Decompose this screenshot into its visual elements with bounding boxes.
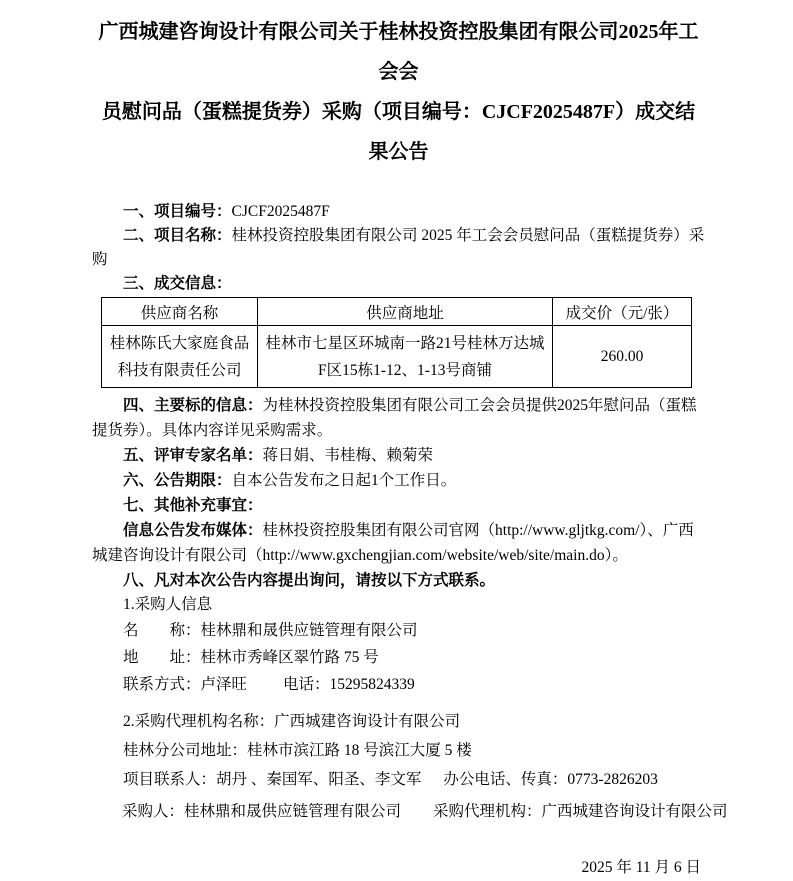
- table-header-supplier-address: 供应商地址: [258, 298, 553, 326]
- table-row: [102, 326, 692, 388]
- cell-supplier-address: 桂林市七星区环城南一路21号桂林万达城F区15栋1-12、1-13号商铺: [258, 326, 553, 388]
- item-inquiry-contact: [92, 568, 705, 593]
- item-subject-info-value: 为桂林投资控股集团有限公司工会会员提供2025年慰问品（蛋糕提货券）。具体内容详见采购需求。: [92, 397, 697, 439]
- agency-branch-value: 桂林市滨江路 18 号滨江大厦 5 楼: [247, 742, 472, 759]
- table-header-price: 成交价（元/张）: [553, 298, 692, 326]
- item-project-name-label: 二、项目名称：: [123, 227, 232, 244]
- document-title-line1: 广西城建咨询设计有限公司关于桂林投资控股集团有限公司2025年工会会: [98, 21, 699, 83]
- item-experts-label: 五、评审专家名单：: [123, 447, 263, 464]
- item-experts: [92, 443, 705, 468]
- agency-contacts-label: 项目联系人：: [123, 771, 217, 788]
- agency-info-block: [92, 707, 705, 794]
- item-other-matters: [92, 493, 705, 518]
- buyer-phone-label: 电话：: [283, 676, 330, 693]
- agency-branch-label: 桂林分公司地址：: [123, 742, 248, 759]
- buyer-address-value: 桂林市秀峰区翠竹路 75 号: [200, 649, 379, 666]
- item-inquiry-contact-label: 八、凡对本次公告内容提出询问，请按以下方式联系。: [123, 572, 496, 589]
- item-notice-period: [92, 468, 705, 493]
- supplier-table: [101, 297, 692, 388]
- item-project-number-value: CJCF2025487F: [231, 203, 330, 220]
- agency-office-label: 办公电话、传真：: [443, 771, 568, 788]
- document-title-line2: 员慰问品（蛋糕提货券）采购（项目编号：CJCF2025487F）成交结果公告: [101, 101, 696, 163]
- item-experts-value: 蒋日娟、韦桂梅、赖菊荣: [262, 447, 434, 464]
- document-title: [92, 0, 705, 172]
- agency-heading-value: 广西城建咨询设计有限公司: [274, 713, 461, 730]
- item-project-number: [92, 200, 705, 224]
- item-deal-info: [92, 272, 705, 296]
- document-date: 2025 年 11 月 6 日: [581, 859, 701, 876]
- buyer-contact-line: [92, 671, 705, 698]
- buyer-info-block: [92, 593, 705, 698]
- footer-buyer: [122, 799, 401, 821]
- agency-heading-label: 2.采购代理机构名称：: [123, 713, 275, 730]
- cell-supplier-name: 桂林陈氏大家庭食品科技有限责任公司: [102, 326, 258, 388]
- footer-agency-value: 广西城建咨询设计有限公司: [541, 803, 728, 820]
- buyer-contact-label: 联系方式：: [123, 676, 201, 693]
- agency-office-value: 0773-2826203: [567, 771, 658, 788]
- detail-paragraphs: [92, 393, 705, 593]
- footer-agency: [433, 799, 728, 821]
- agency-contacts-value: 胡丹 、秦国军、阳圣、李文军: [216, 771, 422, 788]
- item-project-name: [92, 224, 705, 272]
- buyer-address-label: 地 址：: [123, 649, 201, 666]
- buyer-name-line: [92, 617, 705, 644]
- item-project-name-value: 桂林投资控股集团有限公司 2025 年工会会员慰问品（蛋糕提货券）采购: [92, 227, 705, 268]
- agency-contacts-line: [92, 765, 705, 794]
- item-deal-info-label: 三、成交信息：: [123, 275, 232, 292]
- item-notice-period-value: 自本公告发布之日起1个工作日。: [231, 472, 457, 489]
- item-publish-media-value: 桂林投资控股集团有限公司官网（http://www.gljtkg.com/）、广西城建咨询设计有限公司（http://www.gxchengjian.com/website/web/site/main.do）。: [92, 522, 694, 564]
- item-subject-info-label: 四、主要标的信息：: [123, 397, 263, 414]
- item-project-number-label: 一、项目编号：: [123, 203, 232, 220]
- footer-agency-label: 采购代理机构：: [433, 803, 542, 820]
- cell-price: 260.00: [553, 326, 692, 388]
- buyer-name-label: 名 称：: [123, 622, 201, 639]
- footer-buyer-value: 桂林鼎和晟供应链管理有限公司: [184, 803, 402, 820]
- agency-heading-line: [92, 707, 705, 736]
- agency-branch-line: [92, 736, 705, 765]
- buyer-phone-value: 15295824339: [329, 676, 415, 693]
- buyer-address-line: [92, 644, 705, 671]
- buyer-contact-value: 卢泽旺: [200, 676, 248, 693]
- item-other-matters-label: 七、其他补充事宜：: [123, 497, 263, 514]
- table-header-row: [102, 298, 692, 326]
- footer-buyer-label: 采购人：: [122, 803, 185, 820]
- item-publish-media-label: 信息公告发布媒体：: [123, 522, 263, 539]
- table-header-supplier-name: 供应商名称: [102, 298, 258, 326]
- item-publish-media: [92, 518, 705, 568]
- item-subject-info: [92, 393, 705, 443]
- item-notice-period-label: 六、公告期限：: [123, 472, 232, 489]
- buyer-name-value: 桂林鼎和晟供应链管理有限公司: [200, 622, 418, 639]
- buyer-heading: 1.采购人信息: [123, 596, 213, 613]
- numbered-items: [92, 200, 705, 296]
